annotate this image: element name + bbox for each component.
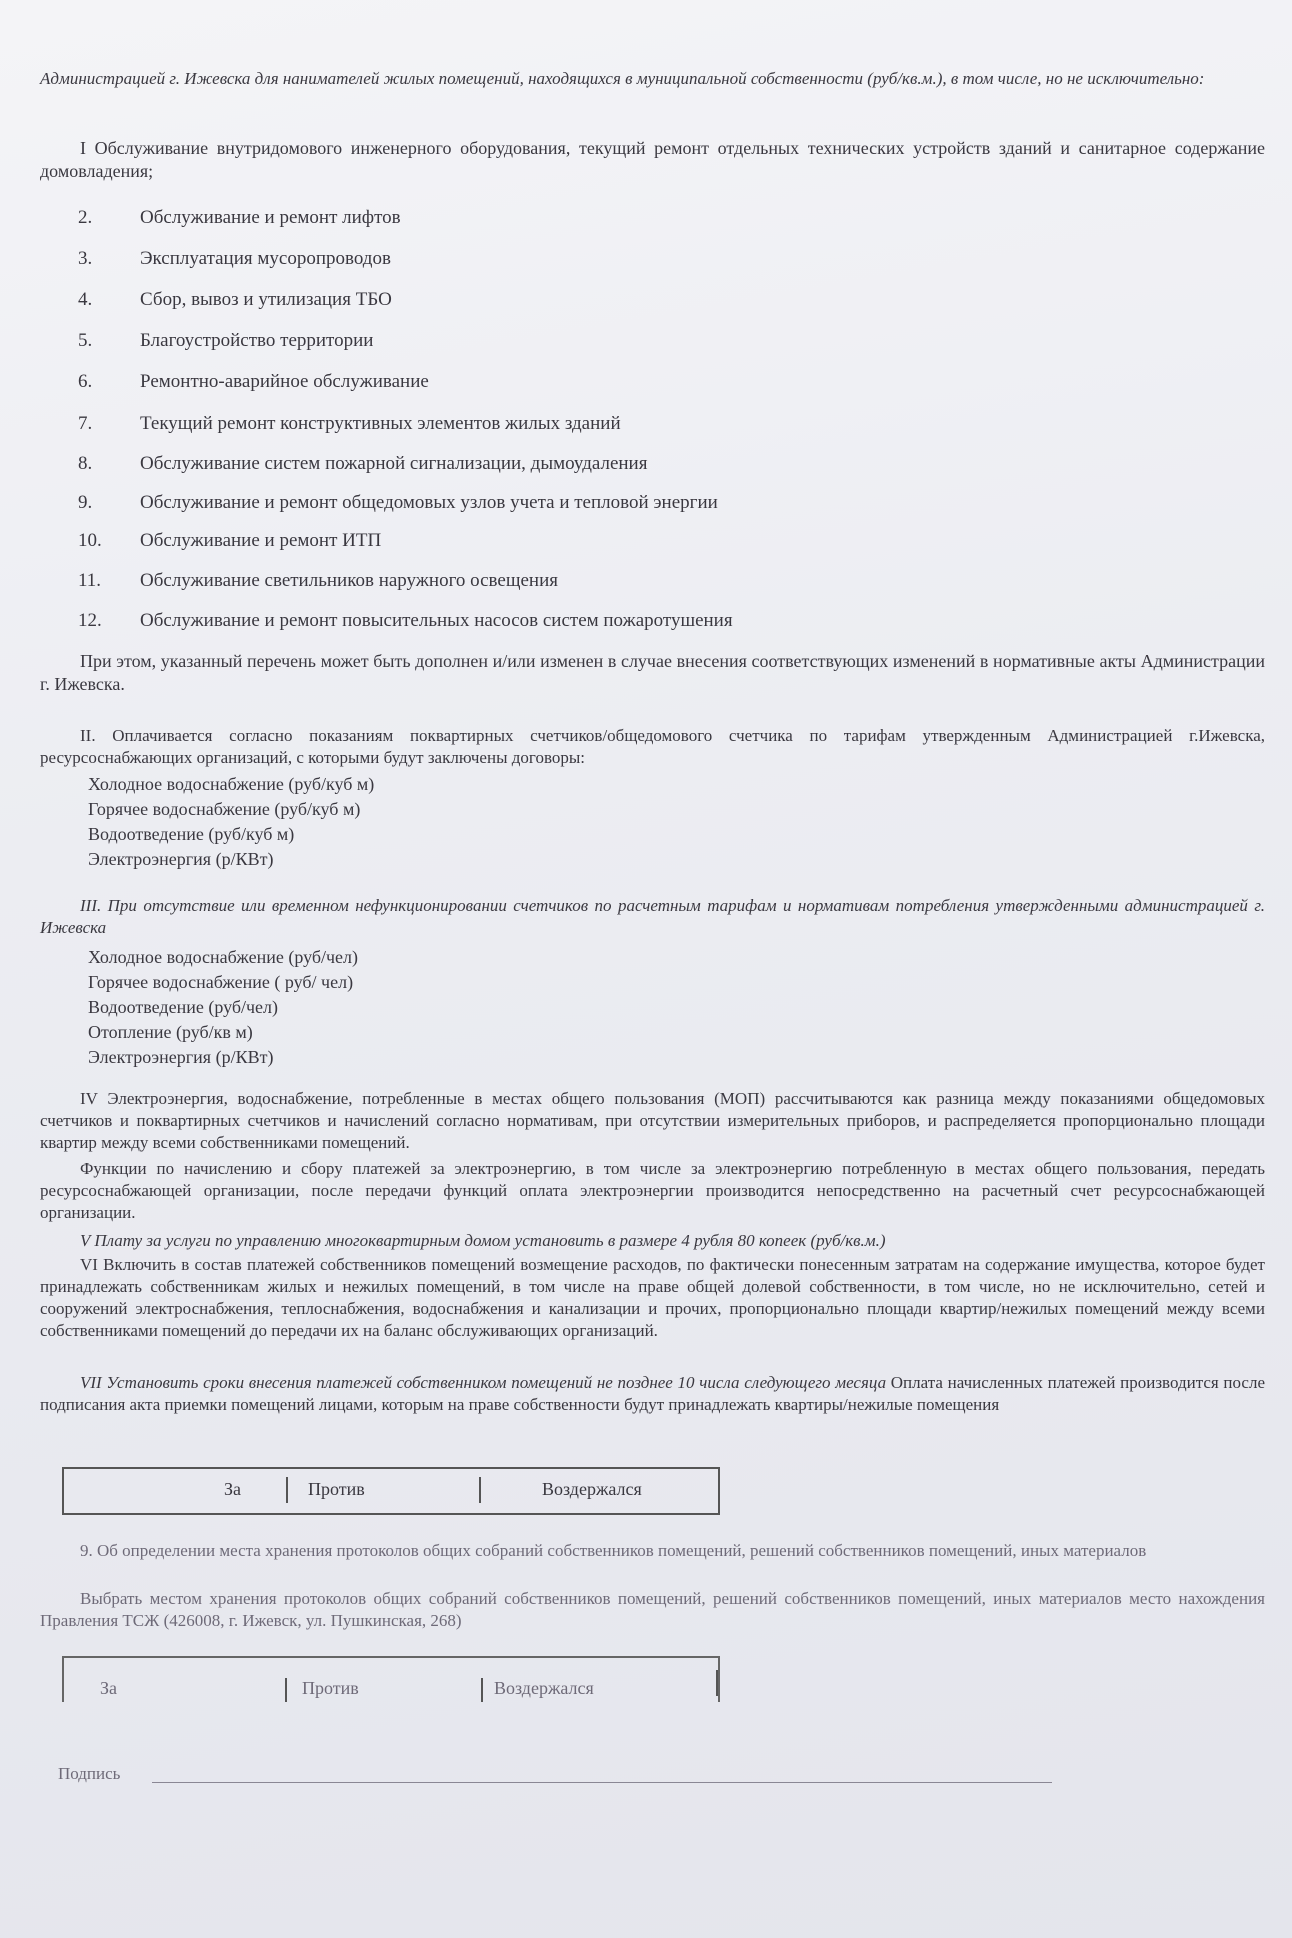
list-item: Водоотведение (руб/чел) xyxy=(88,997,279,1017)
divider xyxy=(718,1473,720,1499)
section-2: II. Оплачивается согласно показаниям поквартирных счетчиков/общедомового счетчика по тарифам утвержденным Администрацией г.Ижевска, ресурсоснабжающих организаций, с которыми будут заключены договоры: xyxy=(40,726,1265,767)
vote-against[interactable]: Против xyxy=(308,1479,365,1499)
divider xyxy=(286,1477,288,1503)
section-6: VI Включить в состав платежей собственников помещений возмещение расходов, по фактически понесенным затратам на содержание имущества, которое будет принадлежать собственникам жилых и нежилых помещений, в том числе на праве общей долевой собственности, в том числе, но не исключительно, сетей и сооружений электроснабжения, теплоснабжения, водоснабжения и канализации и прочих, пропорционально площади квартир/нежилых помещений между всеми собственниками помещений до передачи их на баланс обслуживающих организаций. xyxy=(40,1255,1265,1340)
list-item: 11. Обслуживание светильников наружного освещения xyxy=(78,570,558,591)
section-4-p1: IV Электроэнергия, водоснабжение, потребленные в местах общего пользования (МОП) рассчитываются как разница между показаниями общедомовых счетчиков и поквартирных счетчиков и начислений согласно нормативам, при отсутствии измерительных приборов, и распределяется пропорционально площади квартир между всеми собственниками помещений. xyxy=(40,1089,1265,1152)
list-item: 9. Обслуживание и ремонт общедомовых узлов учета и тепловой энергии xyxy=(78,492,718,513)
vote-abstain[interactable]: Воздержался xyxy=(494,1678,594,1698)
list-item: Электроэнергия (р/КВт) xyxy=(88,1047,274,1067)
list-item: 3. Эксплуатация мусоропроводов xyxy=(78,248,391,269)
vote-table-1 xyxy=(62,1467,720,1515)
section-3-items xyxy=(40,945,1265,1070)
section-7 xyxy=(40,1372,1265,1416)
section-1: I Обслуживание внутридомового инженерного оборудования, текущий ремонт отдельных технических устройств зданий и санитарное содержание домовладения; xyxy=(40,138,1265,181)
list-item: 10. Обслуживание и ремонт ИТП xyxy=(78,530,382,551)
list-item: Холодное водоснабжение (руб/куб м) xyxy=(88,774,375,794)
divider xyxy=(285,1678,287,1702)
section-5: V Плату за услуги по управлению многоквартирным домом установить в размере 4 рубля 80 копеек (руб/кв.м.) xyxy=(80,1231,886,1250)
vote-for[interactable]: За xyxy=(224,1479,242,1499)
vote-table-2 xyxy=(62,1656,720,1702)
vote-abstain[interactable]: Воздержался xyxy=(542,1479,642,1499)
list-item: 5. Благоустройство территории xyxy=(78,330,374,351)
list-item: Электроэнергия (р/КВт) xyxy=(88,849,274,869)
section-3: III. При отсутствие или временном нефункционировании счетчиков по расчетным тарифам и нормативам потребления утвержденными администрацией г. Ижевска xyxy=(40,896,1265,937)
list-item: 12. Обслуживание и ремонт повысительных насосов систем пожаротушения xyxy=(78,610,733,631)
list-item: Водоотведение (руб/куб м) xyxy=(88,824,295,844)
section-2-items xyxy=(40,772,1265,872)
question-9-title: 9. Об определении места хранения протоколов общих собраний собственников помещений, решений собственников помещений, иных материалов xyxy=(80,1541,1147,1560)
list-item: 7. Текущий ремонт конструктивных элементов жилых зданий xyxy=(78,413,621,434)
intro-text: Администрацией г. Ижевска для нанимателей жилых помещений, находящихся в муниципальной собственности (руб/кв.м.), в том числе, но не исключительно: xyxy=(40,69,1205,88)
list-item: Горячее водоснабжение (руб/куб м) xyxy=(88,799,361,819)
vote-against[interactable]: Против xyxy=(302,1678,359,1698)
divider xyxy=(481,1678,483,1702)
section-7-lead: VII Установить сроки внесения платежей собственником помещений не позднее 10 числа следующего месяца xyxy=(80,1373,887,1392)
question-9-text: Выбрать местом хранения протоколов общих собраний собственников помещений, решений собственников помещений, иных материалов место нахождения Правления ТСЖ (426008, г. Ижевск, ул. Пушкинская, 268) xyxy=(40,1589,1265,1630)
list-item: Горячее водоснабжение ( руб/ чел) xyxy=(88,972,354,992)
section-7-rest: Оплата начисленных платежей производится после подписания акта приемки помещений лицами, которым на праве собственности будут принадлежать квартиры/нежилые помещения xyxy=(40,1373,1265,1414)
vote-for[interactable]: За xyxy=(100,1678,118,1698)
section-4-p2: Функции по начислению и сбору платежей за электроэнергию, в том числе за электроэнергию потребленную в местах общего пользования, передать ресурсоснабжающей организации, после передачи функций оплата электроэнергии производится непосредственно на расчетный счет ресурсоснабжающей организации. xyxy=(40,1159,1265,1222)
signature-line[interactable] xyxy=(152,1782,1052,1783)
divider xyxy=(716,1670,718,1696)
list-item: Холодное водоснабжение (руб/чел) xyxy=(88,947,359,967)
list-item: Отопление (руб/кв м) xyxy=(88,1022,253,1042)
divider xyxy=(479,1477,481,1503)
list-item: 8. Обслуживание систем пожарной сигнализации, дымоудаления xyxy=(78,453,648,474)
list-item: 4. Сбор, вывоз и утилизация ТБО xyxy=(78,289,392,310)
list-item: 6. Ремонтно-аварийное обслуживание xyxy=(78,371,429,392)
list-item: 2. Обслуживание и ремонт лифтов xyxy=(78,207,401,228)
note-text: При этом, указанный перечень может быть дополнен и/или изменен в случае внесения соответствующих изменений в нормативные акты Администрации г. Ижевска. xyxy=(40,651,1265,694)
signature-label: Подпись xyxy=(58,1764,121,1783)
